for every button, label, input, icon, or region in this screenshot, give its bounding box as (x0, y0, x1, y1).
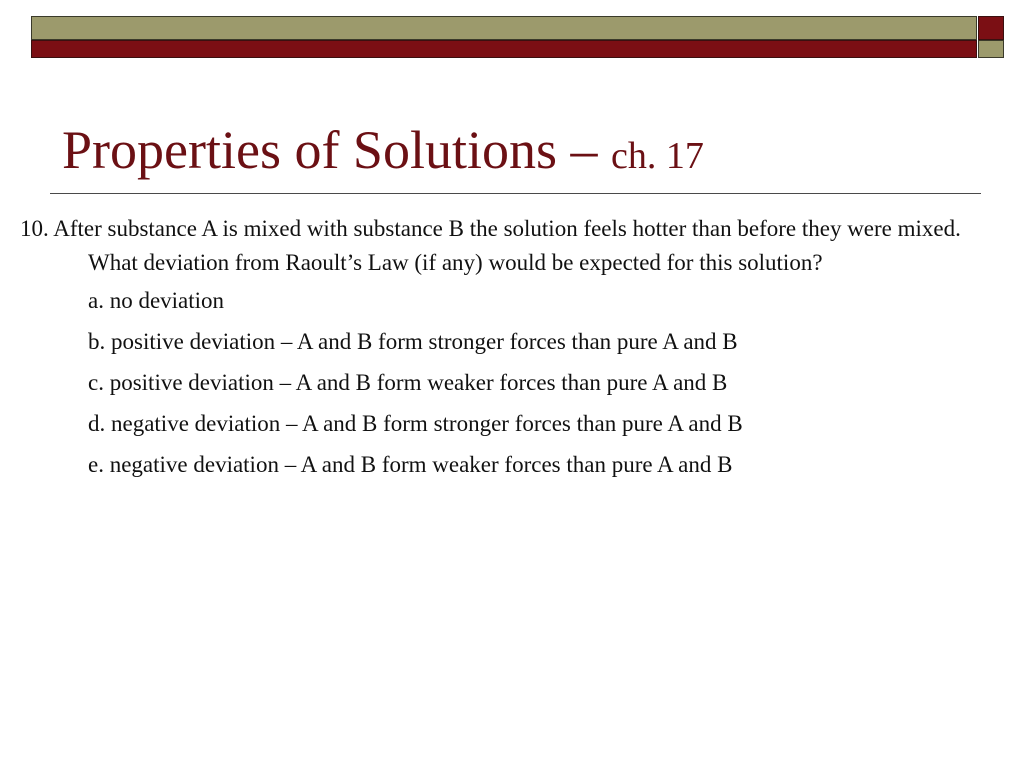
header-maroon-bar (31, 40, 977, 58)
slide-title-main: Properties of Solutions – (62, 120, 611, 180)
header-olive-bar (31, 16, 977, 40)
header-maroon-square (978, 16, 1004, 40)
option-e: e. negative deviation – A and B form weaker forces than pure A and B (88, 452, 733, 477)
option-c: c. positive deviation – A and B form weaker forces than pure A and B (88, 370, 728, 395)
header-olive-square (978, 40, 1004, 58)
slide-title (62, 118, 704, 188)
option-d: d. negative deviation – A and B form stronger forces than pure A and B (88, 411, 743, 436)
answer-options (20, 284, 1010, 482)
option-a: a. no deviation (88, 288, 225, 313)
question-block (20, 212, 1010, 489)
slide-title-chapter: ch. 17 (611, 135, 704, 177)
question-text: 10. After substance A is mixed with substance B the solution feels hotter than before they were mixed. What deviation from Raoult’s Law (if any) would be expected for this solution? (20, 216, 961, 275)
title-divider (50, 193, 981, 194)
option-b: b. positive deviation – A and B form stronger forces than pure A and B (88, 329, 738, 354)
